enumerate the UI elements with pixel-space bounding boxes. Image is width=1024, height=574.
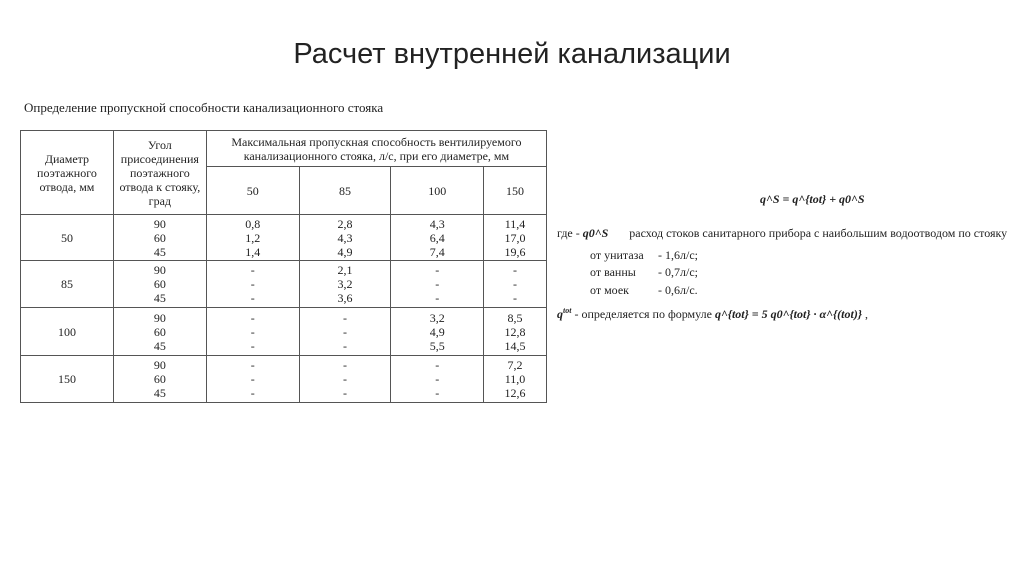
cell-d50: - - - bbox=[206, 356, 299, 403]
q0s-symbol: q0^S bbox=[582, 226, 609, 240]
cell-d100: - - - bbox=[391, 356, 484, 403]
header-d150: 150 bbox=[484, 167, 547, 215]
cell-d85: 2,1 3,2 3,6 bbox=[299, 261, 391, 308]
where-label: где - bbox=[557, 226, 580, 240]
header-group: Максимальная пропускная способность вентилируемого канализационного стояка, л/с, при его диаметре, мм bbox=[206, 131, 546, 167]
table-row bbox=[21, 308, 547, 356]
cell-d50: - - - bbox=[206, 308, 299, 356]
slide-title: Расчет внутренней канализации bbox=[293, 38, 731, 70]
cell-d100: 3,2 4,9 5,5 bbox=[391, 308, 484, 356]
cell-d85: - - - bbox=[299, 356, 391, 403]
capacity-table bbox=[20, 130, 547, 403]
cell-d50: - - - bbox=[206, 261, 299, 308]
item-row: от ванны - 0,7л/с; bbox=[590, 265, 698, 279]
main-formula: q^S = q^{tot} + q0^S bbox=[760, 192, 865, 206]
cell-d85: 2,8 4,3 4,9 bbox=[299, 215, 391, 261]
q0s-description: расход стоков санитарного прибора с наибольшим водоотводом по стояку bbox=[629, 226, 1008, 240]
item-row: от моек - 0,6л/с. bbox=[590, 283, 698, 297]
cell-d100: - - - bbox=[391, 261, 484, 308]
cell-d150: 7,2 11,0 12,6 bbox=[484, 356, 547, 403]
header-d85: 85 bbox=[299, 167, 391, 215]
row-diameter: 100 bbox=[21, 308, 114, 356]
table-caption: Определение пропускной способности канализационного стояка bbox=[24, 100, 384, 115]
row-angles: 90 60 45 bbox=[113, 261, 206, 308]
qtot-line: $q^{tot}$ - определяется по формуле q^{tot} = 5 q0^{tot} · α^{(tot)} , bbox=[557, 306, 868, 321]
row-diameter: 85 bbox=[21, 261, 114, 308]
row-angles: 90 60 45 bbox=[113, 356, 206, 403]
row-diameter: 50 bbox=[21, 215, 114, 261]
where-line bbox=[557, 226, 1007, 241]
cell-d85: - - - bbox=[299, 308, 391, 356]
row-angles: 90 60 45 bbox=[113, 308, 206, 356]
table-row bbox=[21, 261, 547, 308]
header-d100: 100 bbox=[391, 167, 484, 215]
qtot-description: - определяется по формуле bbox=[574, 307, 712, 321]
cell-d50: 0,8 1,2 1,4 bbox=[206, 215, 299, 261]
header-d50: 50 bbox=[206, 167, 299, 215]
cell-d150: 11,4 17,0 19,6 bbox=[484, 215, 547, 261]
table-row bbox=[21, 356, 547, 403]
cell-d150: - - - bbox=[484, 261, 547, 308]
cell-d100: 4,3 6,4 7,4 bbox=[391, 215, 484, 261]
header-angle: Угол присоединения поэтажного отвода к стояку, град bbox=[113, 131, 206, 215]
item-row: от унитаза - 1,6л/с; bbox=[590, 248, 698, 262]
table-row bbox=[21, 215, 547, 261]
cell-d150: 8,5 12,8 14,5 bbox=[484, 308, 547, 356]
row-diameter: 150 bbox=[21, 356, 114, 403]
qtot-formula: q^{tot} = 5 q0^{tot} · α^{(tot)} bbox=[714, 307, 862, 321]
header-diameter: Диаметр поэтажного отвода, мм bbox=[21, 131, 114, 215]
row-angles: 90 60 45 bbox=[113, 215, 206, 261]
